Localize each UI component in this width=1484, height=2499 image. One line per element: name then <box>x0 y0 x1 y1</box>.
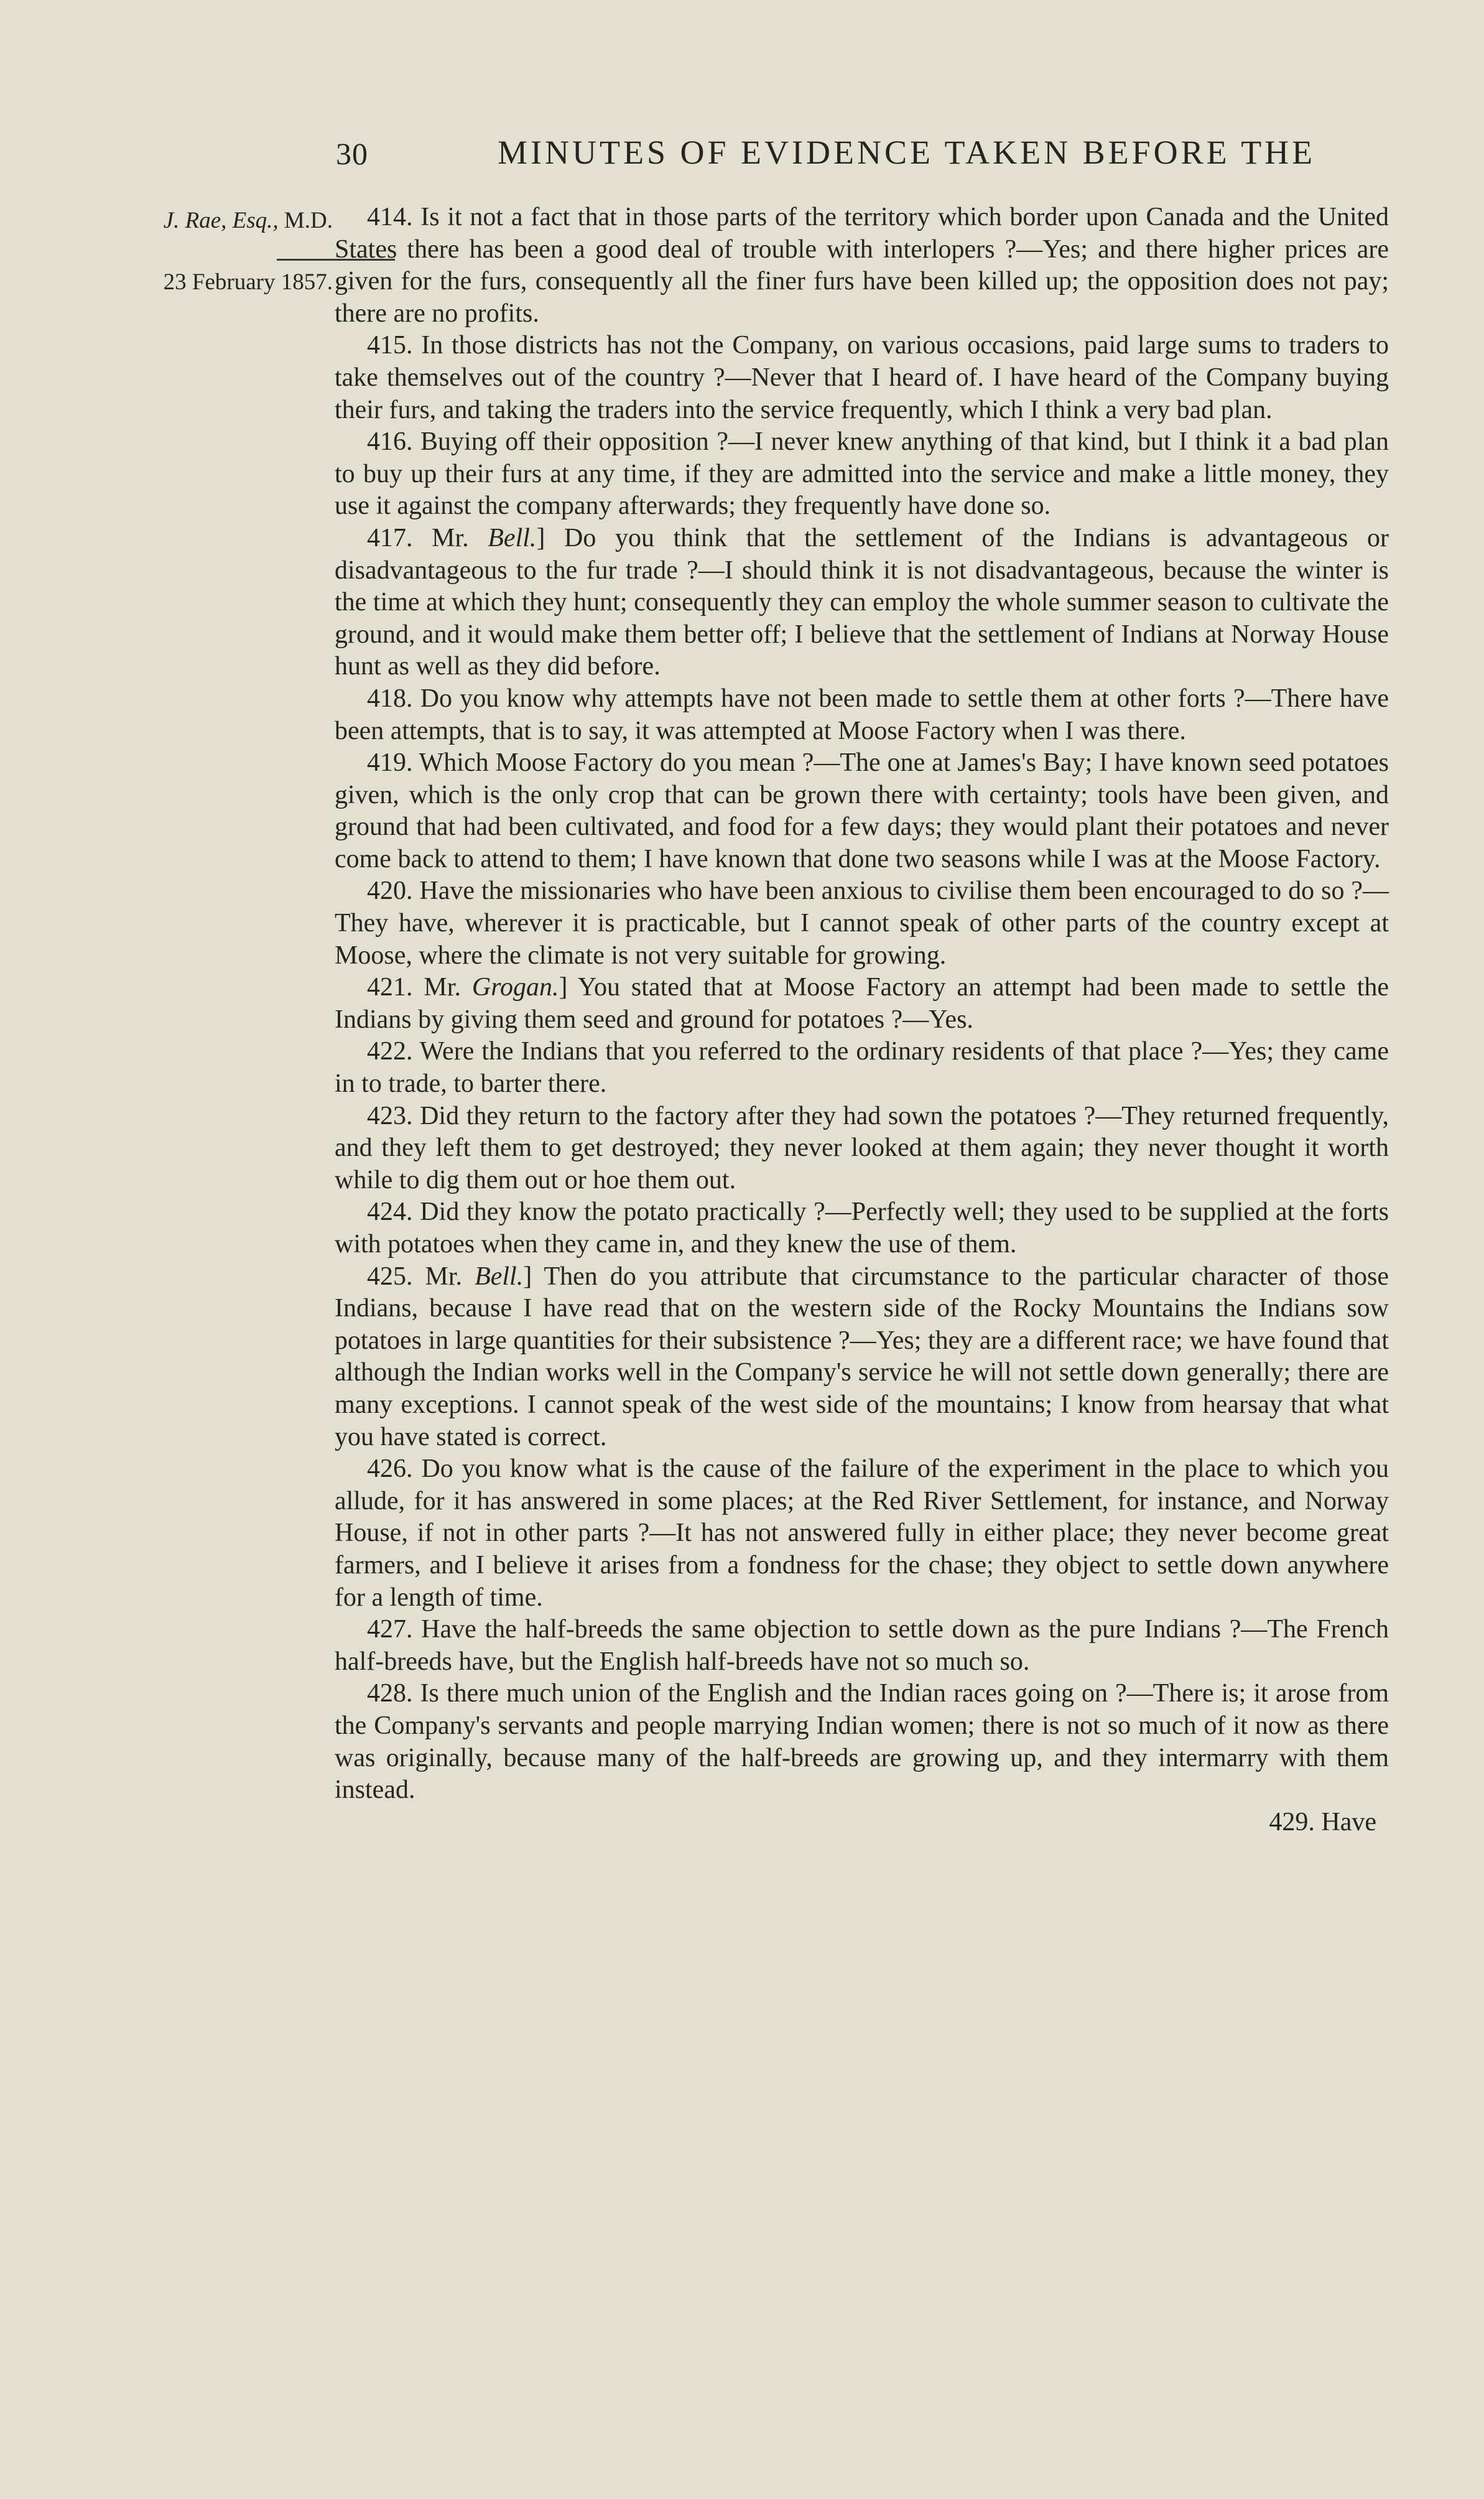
question-416: 416. Buying off their opposition ?—I never knew anything of that kind, but I think it a bad plan to buy up their furs at any time, if they are admitted into the service and make a little money, they use it against the company afterwards; they frequently have done so. <box>335 427 1389 521</box>
speaker-name: Grogan. <box>471 973 559 1002</box>
question-421: 421. Mr. Grogan.] You stated that at Moose Factory an attempt had been made to settle the Indians by giving them seed and ground for potatoes ?—Yes. <box>335 973 1389 1034</box>
running-head: MINUTES OF EVIDENCE TAKEN BEFORE THE <box>498 134 1316 171</box>
evidence-body <box>335 202 1389 1838</box>
question-425: 425. Mr. Bell.] Then do you attribute that circumstance to the particular character of those Indians, because I have read that on the western side of the Rocky Mountains the Indians sow potatoes in large quantities for their subsistence ?—Yes; they are a different race; we have found that although the Indian works well in the Company's service he will not settle down generally; there are many exceptions. I cannot speak of the west side of the mountains; I know from hearsay that what you have stated is correct. <box>335 1262 1389 1451</box>
evidence-date: 23 February 1857. <box>163 269 333 295</box>
question-428: 428. Is there much union of the English and the Indian races going on ?—There is; it arose from the Company's servants and people marrying Indian women; there is not so much of it now as there was originally, because many of the half-breeds are growing up, and they intermarry with them instead. <box>335 1679 1389 1805</box>
catchword: 429. Have <box>1269 1807 1376 1836</box>
margin-note <box>121 205 333 298</box>
speaker-name: Bell. <box>475 1262 524 1291</box>
question-418: 418. Do you know why attempts have not been made to settle them at other forts ?—There have been attempts, that is to say, it was attempted at Moose Factory when I was there. <box>335 684 1389 745</box>
question-424: 424. Did they know the potato practically ?—Perfectly well; they used to be supplied at the forts with potatoes when they came in, and they knew the use of them. <box>335 1198 1389 1259</box>
page-number: 30 <box>336 136 368 171</box>
question-414: 414. Is it not a fact that in those parts of the territory which border upon Canada and the United States there has been a good deal of trouble with interlopers ?—Yes; and there higher prices are given for the furs, consequently all the finer furs have been killed up; the opposition does not pay; there are no profits. <box>335 203 1389 328</box>
witness-name: J. Rae, Esq., M.D. <box>163 208 333 233</box>
speaker-name: Bell. <box>488 523 537 552</box>
question-415: 415. In those districts has not the Company, on various occasions, paid large sums to traders to take themselves out of the country ?—Never that I heard of. I have heard of the Company buying their furs, and taking the traders into the service frequently, which I think a very bad plan. <box>335 331 1389 424</box>
question-420: 420. Have the missionaries who have been anxious to civilise them been encouraged to do so ?—They have, wherever it is practicable, but I cannot speak of other parts of the country except at Moose, where the climate is not very suitable for growing. <box>335 877 1389 970</box>
question-422: 422. Were the Indians that you referred to the ordinary residents of that place ?—Yes; they came in to trade, to barter there. <box>335 1037 1389 1099</box>
question-419: 419. Which Moose Factory do you mean ?—The one at James's Bay; I have known seed potatoes given, which is the only crop that can be grown there with certainty; tools have been given, and ground that had been cultivated, and food for a few days; they would plant their potatoes and never come back to attend to them; I have known that done two seasons while I was at the Moose Factory. <box>335 748 1389 873</box>
question-417: 417. Mr. Bell.] Do you think that the settlement of the Indians is advantageous or disadvantageous to the fur trade ?—I should think it is not disadvantageous, because the winter is the time at which they hunt; consequently they can employ the whole summer season to cultivate the ground, and it would make them better off; I believe that the settlement of Indians at Norway House hunt as well as they did before. <box>335 523 1389 681</box>
question-423: 423. Did they return to the factory after they had sown the potatoes ?—They returned frequently, and they left them to get destroyed; they never looked at them again; they never thought it worth while to dig them out or hoe them out. <box>335 1101 1389 1194</box>
question-427: 427. Have the half-breeds the same objection to settle down as the pure Indians ?—The French half-breeds have, but the English half-breeds have not so much so. <box>335 1615 1389 1676</box>
question-426: 426. Do you know what is the cause of the failure of the experiment in the place to which you allude, for it has answered in some places; at the Red River Settlement, for instance, and Norway House, if not in other parts ?—It has not answered fully in either place; they never become great farmers, and I believe it arises from a fondness for the chase; they object to settle down anywhere for a length of time. <box>335 1454 1389 1612</box>
